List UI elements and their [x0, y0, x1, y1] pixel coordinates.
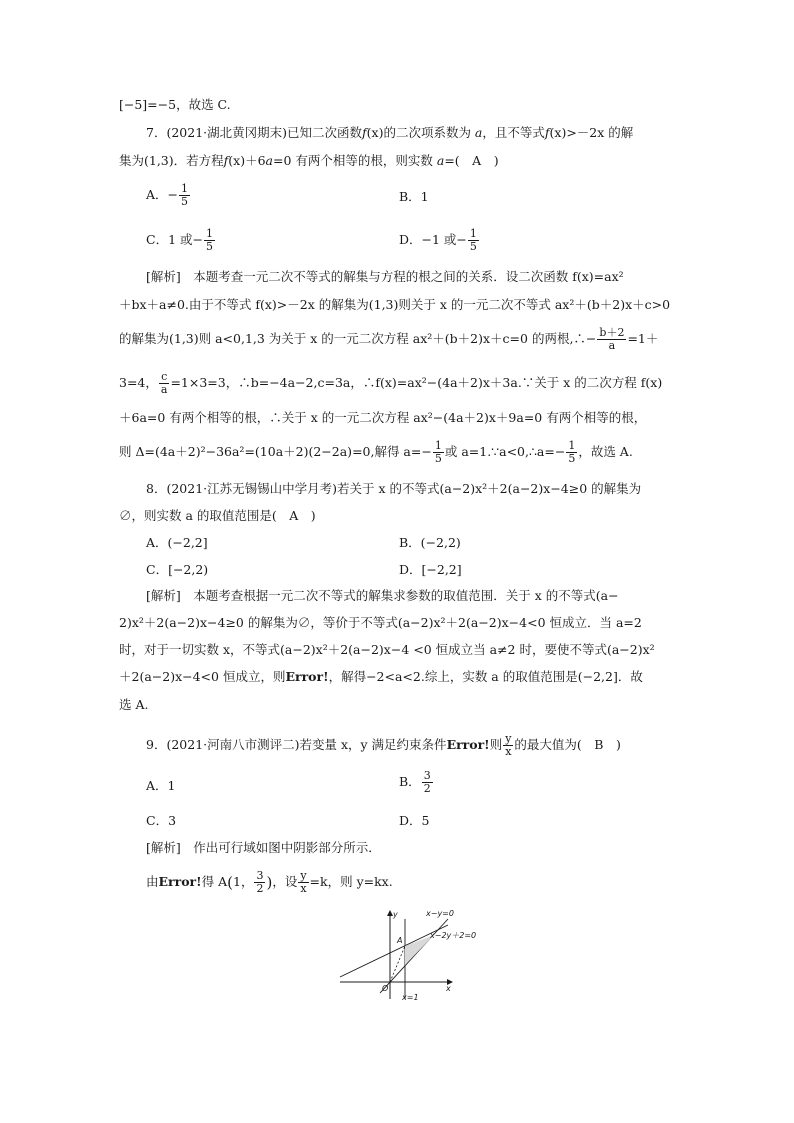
q8-solution-line2: 2)x²＋2(a−2)x−4≥0 的解集为∅，等价于不等式(a−2)x²＋2(a−2)x−4<0 恒成立．当 a=2 — [119, 615, 642, 630]
q7-option-a: A．− $\frac{1}{5}$ — [146, 182, 189, 208]
q7-solution-line4: 3=4， $\frac{c}{a}$ =1×3=3，∴b=−4a−2,c=3a，∴f(x)=ax²−(4a＋2)x＋3a.∵关于 x 的二次方程 f(x) — [119, 370, 663, 396]
q7-option-d: D．−1 或− $\frac{1}{5}$ — [399, 227, 477, 253]
q8-stem-line1: 8．(2021·江苏无锡锡山中学月考)若关于 x 的不等式(a−2)x²＋2(a−2)x−4≥0 的解集为 — [146, 481, 642, 496]
q7-option-c: C．1 或− $\frac{1}{5}$ — [146, 227, 213, 253]
q7-option-b: B．1 — [399, 189, 429, 204]
q7-solution-line2: ＋bx＋a≠0.由于不等式 f(x)>－2x 的解集为(1,3)则关于 x 的一元二次不等式 ax²＋(b＋2)x＋c>0 — [119, 297, 671, 312]
previous-answer-line: [−5]=−5，故选 C. — [119, 97, 231, 112]
q9-option-c: C．3 — [146, 813, 177, 828]
q8-stem-line2: ∅，则实数 a 的取值范围是( A ) — [119, 508, 316, 523]
point-a-label: A — [397, 936, 403, 945]
q7-solution-line1: [解析] 本题考查一元二次不等式的解集与方程的根之间的关系．设二次函数 f(x)=ax² — [146, 269, 624, 284]
origin-label: O — [382, 984, 389, 993]
q9-option-b: B． $\frac{3}{2}$ — [399, 769, 431, 795]
line1-label: x−y=0 — [426, 909, 454, 918]
feasible-region-figure — [334, 905, 480, 1001]
q8-solution-line4: ＋2(a−2)x−4<0 恒成立，则Error!，解得−2<a<2.综上，实数 a 的取值范围是(−2,2]．故 — [119, 669, 643, 684]
q7-solution-line6: 则 Δ=(4a＋2)²−36a²=(10a＋2)(2−2a)=0,解得 a=− $\frac{1}{5}$ 或 a=1.∵a<0,∴a=− $\frac{1}{5}$ ，故选 A. — [119, 439, 633, 465]
q9-solution-line1: [解析] 作出可行域如图中阴影部分所示． — [146, 840, 381, 855]
x-axis-label: x — [446, 984, 451, 993]
q7-solution-line3: 的解集为(1,3)则 a<0,1,3 为关于 x 的一元二次方程 ax²＋(b＋2)x＋c=0 的两根,∴− $\frac{b+2}{a}$ =1＋ — [119, 326, 659, 352]
line3-label: x=1 — [402, 993, 419, 1001]
q8-solution-line5: 选 A. — [119, 697, 149, 712]
q9-solution-line2: 由Error!得 A(1， $\frac{3}{2}$ )，设 $\frac{y}{x}$ =k，则 y=kx. — [146, 869, 393, 895]
q8-solution-line3: 时，对于一切实数 x，不等式(a−2)x²＋2(a−2)x−4 <0 恒成立当 a≠2 时，要使不等式(a−2)x² — [119, 642, 655, 657]
q8-option-d: D．[−2,2] — [399, 562, 462, 577]
q7-stem-line1: 7．(2021·湖北黄冈期末)已知二次函数f(x)的二次项系数为 a，且不等式f(x)>－2x 的解 — [146, 125, 634, 140]
q7-solution-line5: ＋6a=0 有两个相等的根，∴关于 x 的一元二次方程 ax²−(4a＋2)x＋9a=0 有两个相等的根， — [119, 410, 647, 425]
y-axis-label: y — [393, 910, 398, 919]
q8-option-a: A．(−2,2] — [146, 535, 208, 550]
line2-label: x−2y＋2=0 — [430, 931, 477, 940]
q9-stem: 9．(2021·河南八市测评二)若变量 x，y 满足约束条件Error!则 $\frac{y}{x}$ 的最大值为( B ) — [146, 732, 621, 758]
q9-option-a: A．1 — [146, 778, 176, 793]
q8-option-c: C．[−2,2) — [146, 562, 209, 577]
q8-option-b: B．(−2,2) — [399, 535, 461, 550]
q7-stem-line2: 集为(1,3)．若方程f(x)＋6a=0 有两个相等的根，则实数 a=( A ) — [119, 153, 499, 168]
q8-solution-line1: [解析] 本题考查根据一元二次不等式的解集求参数的取值范围．关于 x 的不等式(a− — [146, 588, 619, 603]
q9-option-d: D．5 — [399, 813, 430, 828]
